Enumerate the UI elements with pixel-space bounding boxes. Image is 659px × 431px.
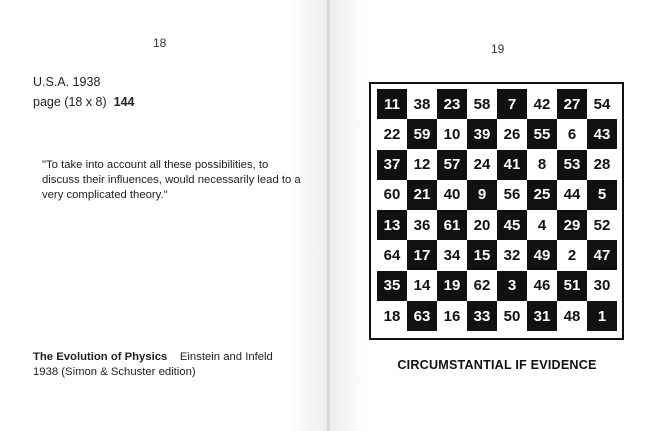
grid-cell: 60: [377, 180, 407, 210]
grid-cell: 51: [557, 271, 587, 301]
grid-cell: 58: [467, 89, 497, 119]
grid-cell: 43: [587, 119, 617, 149]
grid-cell: 63: [407, 301, 437, 331]
book-title: The Evolution of Physics: [33, 351, 168, 363]
source-block: [33, 72, 134, 112]
book-gutter: [327, 0, 330, 431]
grid-cell: 40: [437, 180, 467, 210]
grid-cell: 35: [377, 271, 407, 301]
book-authors: Einstein and Infeld: [179, 351, 273, 363]
grid-cell: 24: [467, 150, 497, 180]
grid-cell: 12: [407, 150, 437, 180]
grid-cell: 3: [497, 271, 527, 301]
grid-cell: 46: [527, 271, 557, 301]
grid-cell: 61: [437, 210, 467, 240]
grid-cell: 44: [557, 180, 587, 210]
grid-cell: 28: [587, 150, 617, 180]
grid-cell: 1: [587, 301, 617, 331]
grid-cell: 59: [407, 119, 437, 149]
grid-cell: 64: [377, 240, 407, 270]
grid-cell: 45: [497, 210, 527, 240]
right-page-number: 19: [491, 42, 505, 56]
page-total: 144: [113, 95, 135, 109]
grid-cell: 55: [527, 119, 557, 149]
page-label: page (18 x 8): [33, 95, 107, 109]
grid-caption: CIRCUMSTANTIAL IF EVIDENCE: [397, 358, 597, 372]
grid-cell: 15: [467, 240, 497, 270]
grid-cell: 33: [467, 301, 497, 331]
grid-cell: 50: [497, 301, 527, 331]
grid-cell: 25: [527, 180, 557, 210]
grid-cell: 41: [497, 150, 527, 180]
grid-cell: 30: [587, 271, 617, 301]
grid-cell: 26: [497, 119, 527, 149]
grid-cell: 19: [437, 271, 467, 301]
left-page-number: 18: [153, 36, 167, 50]
grid-cell: 21: [407, 180, 437, 210]
grid-cell: 32: [497, 240, 527, 270]
grid-cell: 22: [377, 119, 407, 149]
grid-cell: 48: [557, 301, 587, 331]
grid-cell: 54: [587, 89, 617, 119]
grid-cell: 27: [557, 89, 587, 119]
grid-cell: 4: [527, 210, 557, 240]
grid-cell: 13: [377, 210, 407, 240]
book-edition: 1938 (Simon & Schuster edition): [33, 366, 196, 378]
grid-cell: 8: [527, 150, 557, 180]
grid-cell: 16: [437, 301, 467, 331]
book-reference: [33, 350, 323, 380]
grid-cell: 56: [497, 180, 527, 210]
source-place-year: U.S.A. 1938: [33, 75, 101, 89]
grid-cell: 11: [377, 89, 407, 119]
grid-cell: 17: [407, 240, 437, 270]
quote-text: "To take into account all these possibilities, to discuss their influences, would necessarily lead to a very complicated theory.": [42, 159, 301, 201]
grid-cell: 7: [497, 89, 527, 119]
grid-cell: 18: [377, 301, 407, 331]
grid-cell: 29: [557, 210, 587, 240]
grid-cell: 14: [407, 271, 437, 301]
grid-cell: 37: [377, 150, 407, 180]
grid-cell: 49: [527, 240, 557, 270]
grid-cell: 5: [587, 180, 617, 210]
grid-cell: 10: [437, 119, 467, 149]
grid-cell: 31: [527, 301, 557, 331]
grid-cell: 36: [407, 210, 437, 240]
grid-cell: 23: [437, 89, 467, 119]
grid-cell: 34: [437, 240, 467, 270]
grid-cell: 38: [407, 89, 437, 119]
grid-cell: 6: [557, 119, 587, 149]
grid-cell: 20: [467, 210, 497, 240]
grid-cell: 53: [557, 150, 587, 180]
number-grid: [377, 89, 617, 331]
grid-cell: 2: [557, 240, 587, 270]
grid-cell: 9: [467, 180, 497, 210]
grid-cell: 52: [587, 210, 617, 240]
grid-cell: 57: [437, 150, 467, 180]
source-page-line: [33, 92, 134, 112]
grid-cell: 42: [527, 89, 557, 119]
grid-cell: 39: [467, 119, 497, 149]
grid-cell: 62: [467, 271, 497, 301]
grid-cell: 47: [587, 240, 617, 270]
